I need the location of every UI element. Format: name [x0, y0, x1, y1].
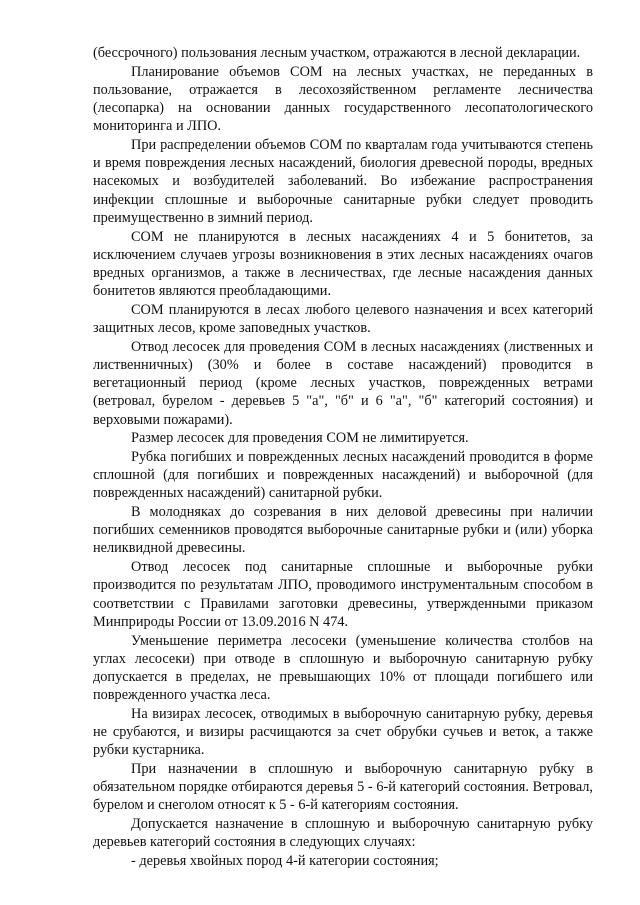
paragraph-7: Размер лесосек для проведения СОМ не лимитируется.: [131, 430, 469, 447]
paragraph-14: Допускается назначение в сплошную и выборочную санитарную рубку деревьев категорий состояния в следующих случаях:: [93, 816, 593, 851]
paragraph-1: (бессрочного) пользования лесным участком, отражаются в лесной декларации.: [93, 45, 581, 61]
paragraph-13: При назначении в сплошную и выборочную санитарную рубку в обязательном порядке отбираются деревья 5 - 6-й категорий состояния. Ветровал, бурелом и снеголом относят к 5 - 6-й категориям состояния.: [93, 760, 593, 814]
paragraph-9: В молодняках до созревания в них деловой древесины при наличии погибших семенников проводятся выборочные санитарные рубки и (или) уборка неликвидной древесины.: [93, 504, 593, 557]
paragraph-4: СОМ не планируются в лесных насаждениях 4 и 5 бонитетов, за исключением случаев угрозы возникновения в этих лесных насаждениях очагов вредных организмов, а также в лесничествах, где лесные насаждения данных бонитетов являются преобладающими.: [93, 228, 593, 300]
paragraph-8: Рубка погибших и поврежденных лесных насаждений проводится в форме сплошной (для погибших и поврежденных насаждений) и выборочной (для поврежденных насаждений) санитарной рубки.: [93, 448, 593, 502]
paragraph-10: Отвод лесосек под санитарные сплошные и выборочные рубки производится по результатам ЛПО, проводимого инструментальным способом в соответствии с Правилами заготовки древесины, утвержденными приказом Минприроды России от 13.09.2016 N 474.: [93, 559, 593, 630]
paragraph-2: Планирование объемов СОМ на лесных участках, не переданных в пользование, отражается в лесохозяйственном регламенте лесничества (лесопарка) на основании данных государственного лесопатологического мониторинга и ЛПО.: [93, 63, 593, 135]
paragraph-12: На визирах лесосек, отводимых в выборочную санитарную рубку, деревья не срубаются, и визиры расчищаются за счет обрубки сучьев и веток, а также рубки кустарника.: [93, 705, 593, 759]
paragraph-6: Отвод лесосек для проведения СОМ в лесных насаждениях (лиственных и лиственничных) (30% и более в составе насаждений) проводится в вегетационный период (кроме лесных участков, поврежденных ветрами (ветровал, бурелом - деревьев 5 "а", "б" и 6 "а", "б" категорий состояния) и верховыми пожарами).: [93, 338, 593, 428]
paragraph-15: - деревья хвойных пород 4-й категории состояния;: [131, 852, 439, 869]
paragraph-3: При распределении объемов СОМ по кварталам года учитываются степень и время повреждения лесных насаждений, биология древесной породы, вредных насекомых и возбудителей заболеваний. Во избежание распространения инфекции сплошные и выборочные санитарные рубки следует проводить преимущественно в зимний период.: [93, 137, 593, 226]
paragraph-11: Уменьшение периметра лесосеки (уменьшение количества столбов на углах лесосеки) при отводе в сплошную и выборочную санитарную рубку допускается в пределах, не превышающих 10% от площади погибшего или поврежденного участка леса.: [93, 632, 593, 704]
paragraph-5: СОМ планируются в лесах любого целевого назначения и всех категорий защитных лесов, кроме заповедных участков.: [93, 301, 593, 337]
